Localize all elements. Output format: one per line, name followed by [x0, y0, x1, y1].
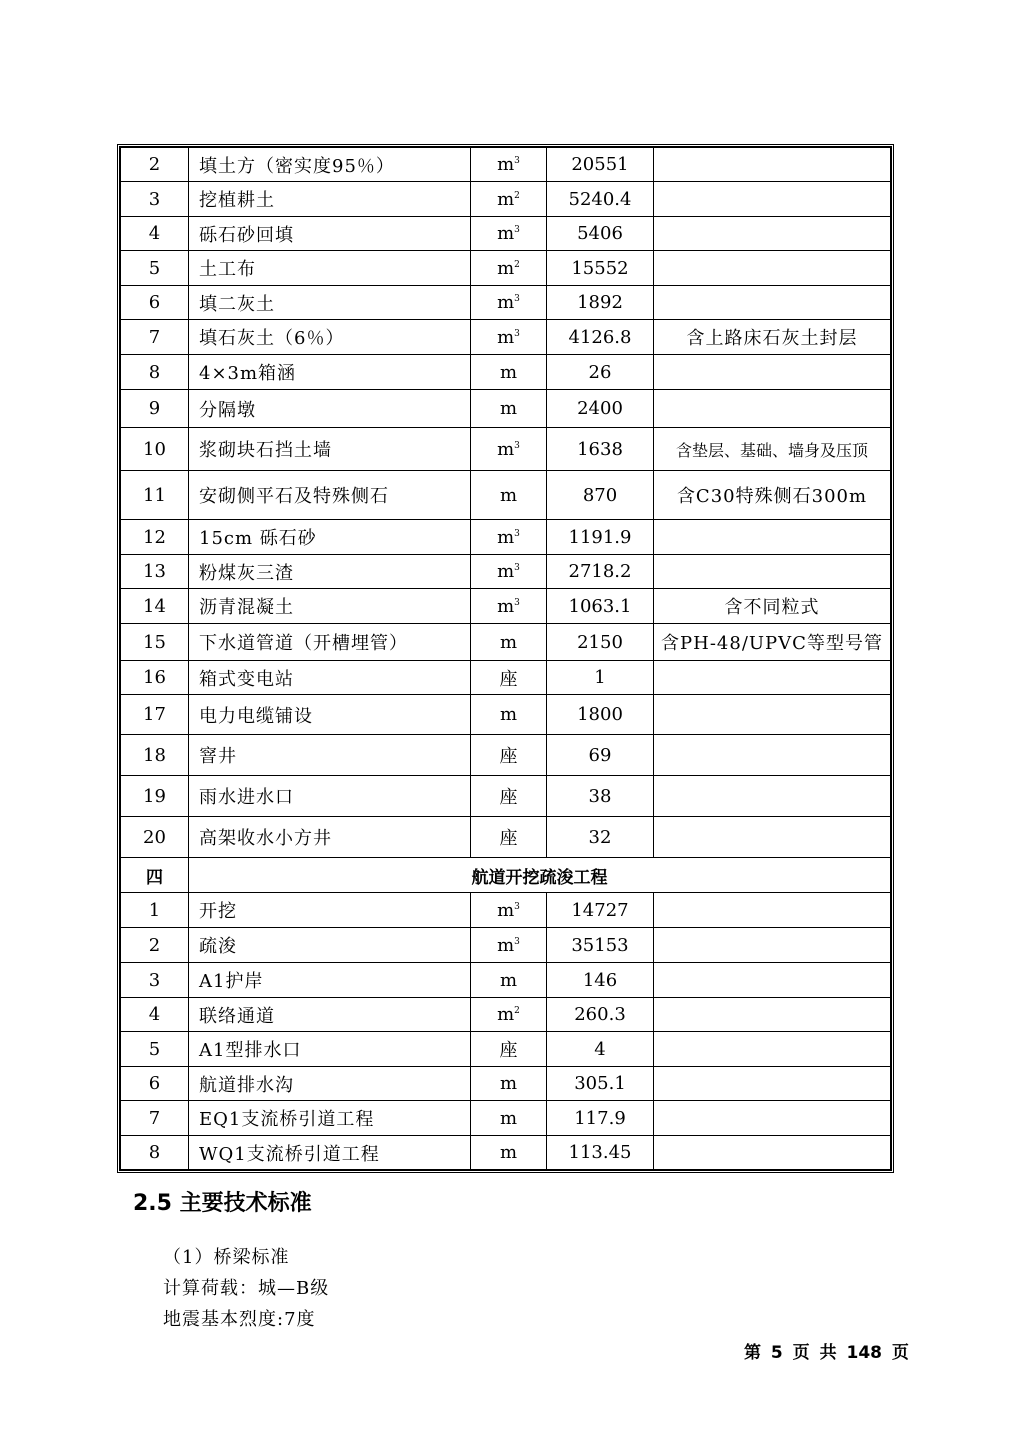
- paragraph-seismic-intensity: 地震基本烈度:7度: [163, 1309, 316, 1330]
- item-name-cell: 分隔墩: [189, 390, 471, 428]
- quantity-cell: 15552: [547, 251, 654, 286]
- row-number-cell: 1: [121, 893, 189, 928]
- item-name-cell: 窨井: [189, 735, 471, 776]
- unit-text: m: [497, 526, 515, 548]
- table-row: [121, 624, 891, 661]
- quantity-cell: 870: [547, 471, 654, 520]
- unit-text: 座: [499, 787, 518, 808]
- item-name-cell: 箱式变电站: [189, 661, 471, 695]
- item-name-cell: EQ1支流桥引道工程: [189, 1101, 471, 1136]
- unit-cell: [471, 355, 547, 390]
- remark-cell: 含垫层、基础、墙身及压顶: [654, 428, 891, 471]
- table-row: [121, 776, 891, 817]
- unit-text: m: [497, 1004, 515, 1025]
- unit-text: m: [499, 484, 518, 506]
- page-number-footer: 第 5 页 共 148 页: [744, 1343, 909, 1363]
- table-row: [121, 148, 891, 182]
- unit-text: m: [497, 223, 515, 244]
- item-name-cell: 安砌侧平石及特殊侧石: [189, 471, 471, 520]
- remark-cell: [654, 217, 891, 251]
- item-name-cell: 疏浚: [189, 928, 471, 963]
- item-name-cell: A1护岸: [189, 963, 471, 998]
- quantity-cell: 117.9: [547, 1101, 654, 1136]
- table-row: [121, 661, 891, 695]
- unit-text: m: [497, 438, 515, 460]
- unit-exponent: 2: [514, 190, 520, 201]
- unit-cell: [471, 893, 547, 928]
- row-number-cell: 13: [121, 555, 189, 589]
- item-name-cell: 联络通道: [189, 998, 471, 1032]
- unit-cell: [471, 471, 547, 520]
- item-name-cell: 填二灰土: [189, 286, 471, 320]
- table-row: [121, 251, 891, 286]
- unit-cell: [471, 963, 547, 998]
- unit-text: m: [497, 292, 515, 313]
- remark-cell: [654, 1032, 891, 1067]
- item-name-cell: 砾石砂回填: [189, 217, 471, 251]
- unit-cell: [471, 182, 547, 217]
- remark-cell: [654, 661, 891, 695]
- unit-cell: [471, 735, 547, 776]
- unit-exponent: 2: [514, 1006, 520, 1016]
- quantity-cell: 5406: [547, 217, 654, 251]
- unit-cell: [471, 1032, 547, 1067]
- unit-cell: [471, 624, 547, 661]
- table-row: [121, 735, 891, 776]
- remark-cell: [654, 286, 891, 320]
- unit-exponent: 3: [514, 597, 520, 608]
- unit-cell: [471, 998, 547, 1032]
- remark-cell: [654, 148, 891, 182]
- unit-text: m: [497, 934, 515, 956]
- unit-text: m: [497, 595, 515, 617]
- unit-cell: [471, 217, 547, 251]
- row-number-cell: 16: [121, 661, 189, 695]
- table-row: [121, 286, 891, 320]
- unit-text: m: [499, 398, 518, 419]
- unit-cell: [471, 148, 547, 182]
- item-name-cell: 电力电缆铺设: [189, 695, 471, 735]
- paragraph-bridge-standard: （1）桥梁标准: [163, 1247, 290, 1268]
- unit-text: m: [499, 704, 518, 725]
- unit-text: m: [497, 561, 515, 582]
- quantity-cell: 1191.9: [547, 520, 654, 555]
- remark-cell: [654, 1136, 891, 1170]
- quantity-cell: 1892: [547, 286, 654, 320]
- quantity-cell: 260.3: [547, 998, 654, 1032]
- quantity-cell: 69: [547, 735, 654, 776]
- table-row: [121, 390, 891, 428]
- item-name-cell: 浆砌块石挡土墙: [189, 428, 471, 471]
- remark-cell: [654, 520, 891, 555]
- unit-exponent: 3: [514, 294, 520, 304]
- row-number-cell: 2: [121, 148, 189, 182]
- unit-cell: [471, 520, 547, 555]
- quantity-table-wrap: [117, 144, 894, 1173]
- remark-cell: [654, 390, 891, 428]
- unit-exponent: 3: [514, 225, 520, 235]
- unit-cell: [471, 286, 547, 320]
- unit-text: 座: [499, 1040, 518, 1061]
- section-title-cell: 航道开挖疏浚工程: [189, 858, 891, 893]
- unit-cell: [471, 555, 547, 589]
- remark-cell: 含C30特殊侧石300m: [654, 471, 891, 520]
- item-name-cell: 下水道管道（开槽埋管）: [189, 624, 471, 661]
- unit-text: m: [499, 969, 518, 991]
- table-row: [121, 1067, 891, 1101]
- quantity-cell: 14727: [547, 893, 654, 928]
- quantity-cell: 1638: [547, 428, 654, 471]
- row-number-cell: 5: [121, 251, 189, 286]
- unit-cell: [471, 390, 547, 428]
- quantity-cell: 26: [547, 355, 654, 390]
- unit-exponent: 2: [514, 259, 520, 270]
- unit-cell: [471, 928, 547, 963]
- item-name-cell: 雨水进水口: [189, 776, 471, 817]
- quantity-cell: 35153: [547, 928, 654, 963]
- table-row: [121, 928, 891, 963]
- unit-exponent: 3: [514, 901, 520, 912]
- table-row: [121, 893, 891, 928]
- table-row: [121, 1101, 891, 1136]
- table-row: [121, 963, 891, 998]
- table-row: [121, 1136, 891, 1170]
- remark-cell: [654, 695, 891, 735]
- remark-cell: 含PH-48/UPVC等型号管: [654, 624, 891, 661]
- remark-cell: [654, 355, 891, 390]
- unit-cell: [471, 661, 547, 695]
- quantity-cell: 146: [547, 963, 654, 998]
- quantity-table-body: [121, 148, 891, 1170]
- quantity-cell: 4126.8: [547, 320, 654, 355]
- table-row: [121, 355, 891, 390]
- quantity-cell: 20551: [547, 148, 654, 182]
- unit-text: 座: [499, 828, 518, 849]
- row-number-cell: 2: [121, 928, 189, 963]
- item-name-cell: 航道排水沟: [189, 1067, 471, 1101]
- quantity-cell: 305.1: [547, 1067, 654, 1101]
- remark-cell: [654, 817, 891, 858]
- quantity-cell: 1063.1: [547, 589, 654, 624]
- unit-text: m: [499, 631, 518, 653]
- item-name-cell: 15cm 砾石砂: [189, 520, 471, 555]
- unit-cell: [471, 776, 547, 817]
- unit-text: 座: [499, 746, 518, 767]
- table-row: [121, 182, 891, 217]
- unit-exponent: 3: [514, 563, 520, 573]
- unit-text: m: [497, 188, 515, 210]
- unit-cell: [471, 428, 547, 471]
- row-number-cell: 18: [121, 735, 189, 776]
- item-name-cell: WQ1支流桥引道工程: [189, 1136, 471, 1170]
- unit-cell: [471, 1067, 547, 1101]
- quantity-cell: 5240.4: [547, 182, 654, 217]
- unit-exponent: 3: [514, 156, 520, 166]
- item-name-cell: 填石灰土（6％）: [189, 320, 471, 355]
- item-name-cell: 沥青混凝土: [189, 589, 471, 624]
- item-name-cell: A1型排水口: [189, 1032, 471, 1067]
- row-number-cell: 11: [121, 471, 189, 520]
- remark-cell: [654, 928, 891, 963]
- quantity-cell: 1800: [547, 695, 654, 735]
- unit-text: m: [499, 1107, 518, 1129]
- unit-text: m: [497, 899, 515, 921]
- table-row: [121, 471, 891, 520]
- quantity-cell: 38: [547, 776, 654, 817]
- item-name-cell: 土工布: [189, 251, 471, 286]
- item-name-cell: 填土方（密实度95％）: [189, 148, 471, 182]
- remark-cell: [654, 998, 891, 1032]
- unit-text: m: [499, 1142, 518, 1163]
- remark-cell: [654, 735, 891, 776]
- table-row: [121, 428, 891, 471]
- item-name-cell: 开挖: [189, 893, 471, 928]
- row-number-cell: 4: [121, 217, 189, 251]
- unit-text: m: [497, 154, 515, 175]
- unit-text: 座: [499, 668, 518, 690]
- remark-cell: [654, 963, 891, 998]
- row-number-cell: 15: [121, 624, 189, 661]
- row-number-cell: 3: [121, 182, 189, 217]
- quantity-cell: 2718.2: [547, 555, 654, 589]
- quantity-cell: 113.45: [547, 1136, 654, 1170]
- row-number-cell: 3: [121, 963, 189, 998]
- remark-cell: 含上路床石灰土封层: [654, 320, 891, 355]
- unit-cell: [471, 320, 547, 355]
- row-number-cell: 7: [121, 320, 189, 355]
- table-row: [121, 320, 891, 355]
- table-row: [121, 555, 891, 589]
- unit-text: m: [499, 361, 518, 383]
- unit-cell: [471, 1136, 547, 1170]
- unit-exponent: 3: [514, 528, 520, 539]
- row-number-cell: 9: [121, 390, 189, 428]
- remark-cell: [654, 1067, 891, 1101]
- table-row: [121, 217, 891, 251]
- row-number-cell: 7: [121, 1101, 189, 1136]
- unit-exponent: 3: [514, 936, 520, 947]
- remark-cell: [654, 1101, 891, 1136]
- unit-cell: [471, 695, 547, 735]
- remark-cell: [654, 251, 891, 286]
- quantity-cell: 2400: [547, 390, 654, 428]
- item-name-cell: 4×3m箱涵: [189, 355, 471, 390]
- unit-cell: [471, 251, 547, 286]
- item-name-cell: 挖植耕土: [189, 182, 471, 217]
- unit-cell: [471, 1101, 547, 1136]
- row-number-cell: 5: [121, 1032, 189, 1067]
- table-row: [121, 695, 891, 735]
- table-row: [121, 520, 891, 555]
- row-number-cell: 6: [121, 286, 189, 320]
- remark-cell: [654, 776, 891, 817]
- row-number-cell: 20: [121, 817, 189, 858]
- table-row: [121, 1032, 891, 1067]
- item-name-cell: 高架收水小方井: [189, 817, 471, 858]
- paragraph-design-load: 计算荷载：城—B级: [163, 1278, 330, 1299]
- row-number-cell: 10: [121, 428, 189, 471]
- row-number-cell: 12: [121, 520, 189, 555]
- row-number-cell: 8: [121, 1136, 189, 1170]
- table-row: [121, 817, 891, 858]
- unit-cell: [471, 589, 547, 624]
- unit-text: m: [497, 326, 515, 348]
- unit-text: m: [499, 1073, 518, 1094]
- quantity-cell: 4: [547, 1032, 654, 1067]
- item-name-cell: 粉煤灰三渣: [189, 555, 471, 589]
- unit-exponent: 3: [514, 328, 520, 339]
- row-number-cell: 17: [121, 695, 189, 735]
- row-number-cell: 8: [121, 355, 189, 390]
- row-number-cell: 19: [121, 776, 189, 817]
- quantity-cell: 2150: [547, 624, 654, 661]
- unit-cell: [471, 817, 547, 858]
- remark-cell: [654, 555, 891, 589]
- remark-cell: 含不同粒式: [654, 589, 891, 624]
- quantity-cell: 1: [547, 661, 654, 695]
- table-row: [121, 998, 891, 1032]
- row-number-cell: 14: [121, 589, 189, 624]
- quantity-table: [120, 147, 891, 1170]
- remark-cell: [654, 182, 891, 217]
- table-row: [121, 589, 891, 624]
- section-heading: 2.5 主要技术标准: [133, 1191, 312, 1216]
- row-number-cell: 4: [121, 998, 189, 1032]
- remark-cell: [654, 893, 891, 928]
- unit-text: m: [497, 257, 515, 279]
- quantity-cell: 32: [547, 817, 654, 858]
- row-number-cell: 6: [121, 1067, 189, 1101]
- section-number-cell: 四: [121, 858, 189, 893]
- section-row: [121, 858, 891, 893]
- unit-exponent: 3: [514, 440, 520, 451]
